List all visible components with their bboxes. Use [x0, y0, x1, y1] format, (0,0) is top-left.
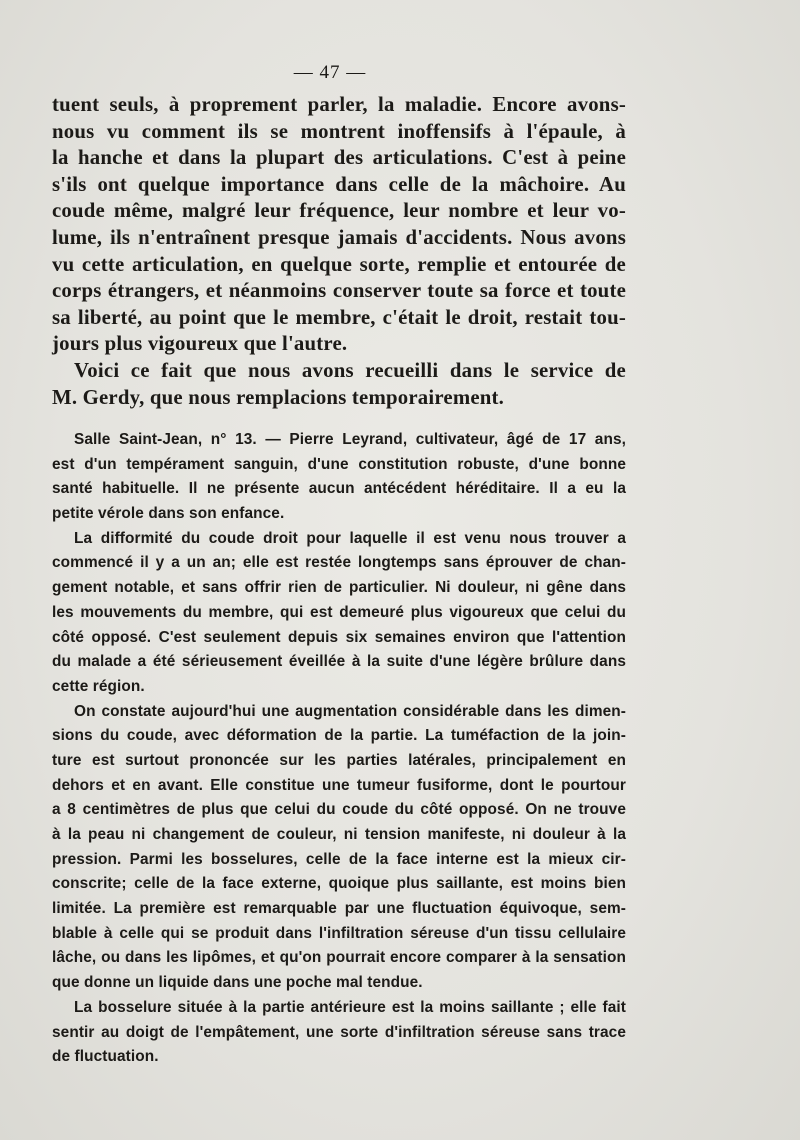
text-line: La bosselure située à la partie antérieure est la moins saillante ; elle fait — [74, 998, 626, 1016]
text-line: La difformité du coude droit pour laquelle il est venu nous trouver a — [74, 529, 626, 547]
text-line: jours plus vigoureux que l'autre. — [52, 332, 348, 356]
text-line: à la peau ni changement de couleur, ni tension manifeste, ni douleur à la — [52, 826, 626, 843]
text-line: petite vérole dans son enfance. — [52, 505, 285, 523]
text-line: gement notable, et sans offrir rien de particulier. Ni douleur, ni gêne dans — [52, 579, 626, 597]
paragraph — [52, 358, 626, 411]
text-line: les mouvements du membre, qui est demeuré plus vigoureux que celui du — [52, 603, 626, 621]
text-line: nous vu comment ils se montrent inoffensifs à l'épaule, à — [52, 119, 626, 143]
text-line: côté opposé. C'est seulement depuis six semaines environ que l'attention — [52, 628, 626, 646]
text-line: sentir au doigt de l'empâtement, une sorte d'infiltration séreuse sans trace — [52, 1023, 626, 1041]
text-line: On constate aujourd'hui une augmentation considérable dans les dimen- — [74, 702, 626, 720]
main-text — [52, 92, 626, 411]
text-line: sa liberté, au point que le membre, c'était le droit, restait tou- — [52, 305, 626, 329]
text-line: santé habituelle. Il ne présente aucun antécédent héréditaire. Il a eu la — [52, 480, 626, 498]
text-line: corps étrangers, et néanmoins conserver toute sa force et toute — [52, 279, 626, 303]
text-line: tuent seuls, à proprement parler, la maladie. Encore avons- — [52, 93, 626, 116]
text-line: lâche, ou dans les lipômes, et qu'on pourrait encore comparer à la sensation — [52, 949, 626, 967]
text-line: vu cette articulation, en quelque sorte, remplie et entourée de — [52, 252, 626, 276]
case-report — [52, 428, 626, 1070]
text-line: du malade a été sérieusement éveillée à la suite d'une légère brûlure dans — [52, 653, 626, 671]
text-line: commencé il y a un an; elle est restée longtemps sans éprouver de chan- — [52, 554, 626, 572]
text-line: M. Gerdy, que nous remplacions temporairement. — [52, 385, 505, 409]
text-line: sions du coude, avec déformation de la partie. La tuméfaction de la join- — [52, 727, 626, 745]
case-paragraph — [52, 428, 626, 527]
text-line: dehors et en avant. Elle constitue une tumeur fusiforme, dont le pourtour — [52, 776, 626, 794]
case-paragraph — [52, 996, 626, 1070]
text-line: blable à celle qui se produit dans l'infiltration séreuse d'un tissu cellulaire — [52, 924, 626, 942]
text-line: ture est surtout prononcée sur les parties latérales, principalement en — [52, 751, 626, 769]
text-line: conscrite; celle de la face externe, quoique plus saillante, est moins bien — [52, 875, 626, 893]
paragraph — [52, 92, 626, 358]
text-line: la hanche et dans la plupart des articulations. C'est à peine — [52, 146, 626, 170]
text-line: est d'un tempérament sanguin, d'une constitution robuste, d'une bonne — [52, 455, 626, 473]
case-paragraph — [52, 527, 626, 700]
text-line: pression. Parmi les bosselures, celle de la face interne est la mieux cir- — [52, 850, 626, 868]
text-line: limitée. La première est remarquable par une fluctuation équivoque, sem- — [52, 900, 626, 918]
text-line: Voici ce fait que nous avons recueilli dans le service de — [74, 358, 626, 382]
text-line: coude même, malgré leur fréquence, leur nombre et leur vo- — [52, 199, 626, 223]
text-line: que donne un liquide dans une poche mal tendue. — [52, 974, 423, 992]
text-line: lume, ils n'entraînent presque jamais d'accidents. Nous avons — [52, 225, 626, 249]
case-paragraph — [52, 700, 626, 996]
text-line: s'ils ont quelque importance dans celle de la mâchoire. Au — [52, 172, 626, 196]
text-line: cette région. — [52, 677, 145, 695]
text-line: Salle Saint-Jean, n° 13. — Pierre Leyrand, cultivateur, âgé de 17 ans, — [74, 431, 626, 448]
page-number: — 47 — — [293, 62, 367, 83]
text-line: de fluctuation. — [52, 1048, 159, 1066]
text-line: a 8 centimètres de plus que celui du coude du côté opposé. On ne trouve — [52, 801, 626, 819]
